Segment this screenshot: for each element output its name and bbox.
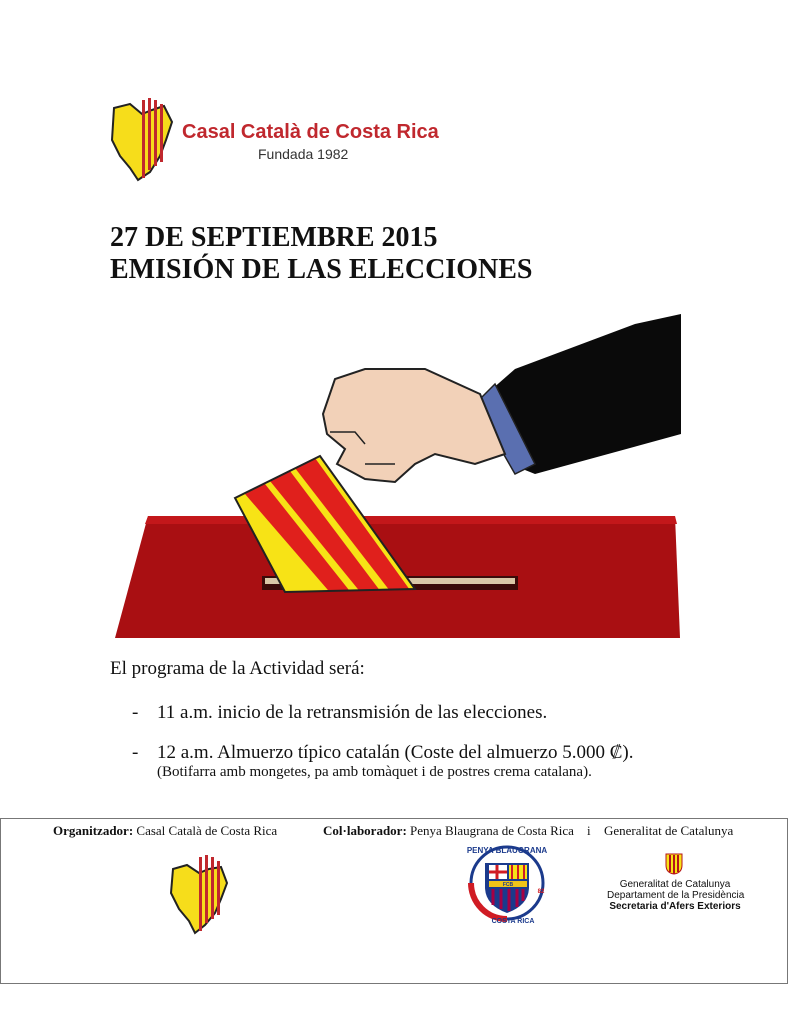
generalitat-line-2: Departament de la Presidència xyxy=(607,890,745,901)
program-item xyxy=(132,742,633,764)
headline-title: EMISIÓN DE LAS ELECCIONES xyxy=(110,254,533,285)
collaborator-label: Col·laborador: xyxy=(323,823,407,838)
penya-bottom-text: COSTA RICA xyxy=(491,918,535,925)
penya-number-text: 82 xyxy=(537,889,545,895)
generalitat-logo-text xyxy=(607,879,743,912)
conjunction: i xyxy=(587,823,591,838)
program-item xyxy=(132,702,547,724)
organizer-label: Organitzador: xyxy=(53,823,134,838)
crest-text: FCB xyxy=(502,882,514,888)
penya-blaugrana-logo xyxy=(463,843,553,925)
program-note: (Botifarra amb mongetes, pa amb tomàquet i de postres crema catalana). xyxy=(157,764,592,780)
logo-name: Casal Català de Costa Rica xyxy=(182,121,439,143)
generalitat-name: Generalitat de Catalunya xyxy=(604,823,734,838)
organizer-line xyxy=(53,823,277,839)
catalonia-map-icon xyxy=(108,96,180,182)
penya-arc-text: PENYA BLAUGRANA xyxy=(466,846,548,855)
generalitat-line-3: Secretaria d'Afers Exteriors xyxy=(609,901,741,912)
casal-logo xyxy=(108,96,448,182)
ballot-illustration xyxy=(115,314,681,638)
program-item-text: 11 a.m. inicio de la retransmisión de las elecciones. xyxy=(157,702,548,723)
generalitat-shield-icon xyxy=(665,853,683,875)
casal-map-logo-icon xyxy=(169,853,233,935)
logo-subtitle: Fundada 1982 xyxy=(258,146,349,162)
organizer-name: Casal Català de Costa Rica xyxy=(136,823,278,838)
footer-box xyxy=(0,818,788,984)
collaborator-line xyxy=(323,823,574,839)
program-item-text: 12 a.m. Almuerzo típico catalán (Coste del almuerzo 5.000 ₡). xyxy=(157,742,634,763)
headline-date: 27 DE SEPTIEMBRE 2015 xyxy=(110,222,438,253)
list-bullet: - xyxy=(132,702,139,723)
collaborator-name: Penya Blaugrana de Costa Rica xyxy=(410,823,574,838)
list-bullet: - xyxy=(132,742,139,763)
generalitat-line-1: Generalitat de Catalunya xyxy=(619,879,731,890)
hand xyxy=(323,369,505,482)
program-intro: El programa de la Actividad será: xyxy=(110,658,365,679)
